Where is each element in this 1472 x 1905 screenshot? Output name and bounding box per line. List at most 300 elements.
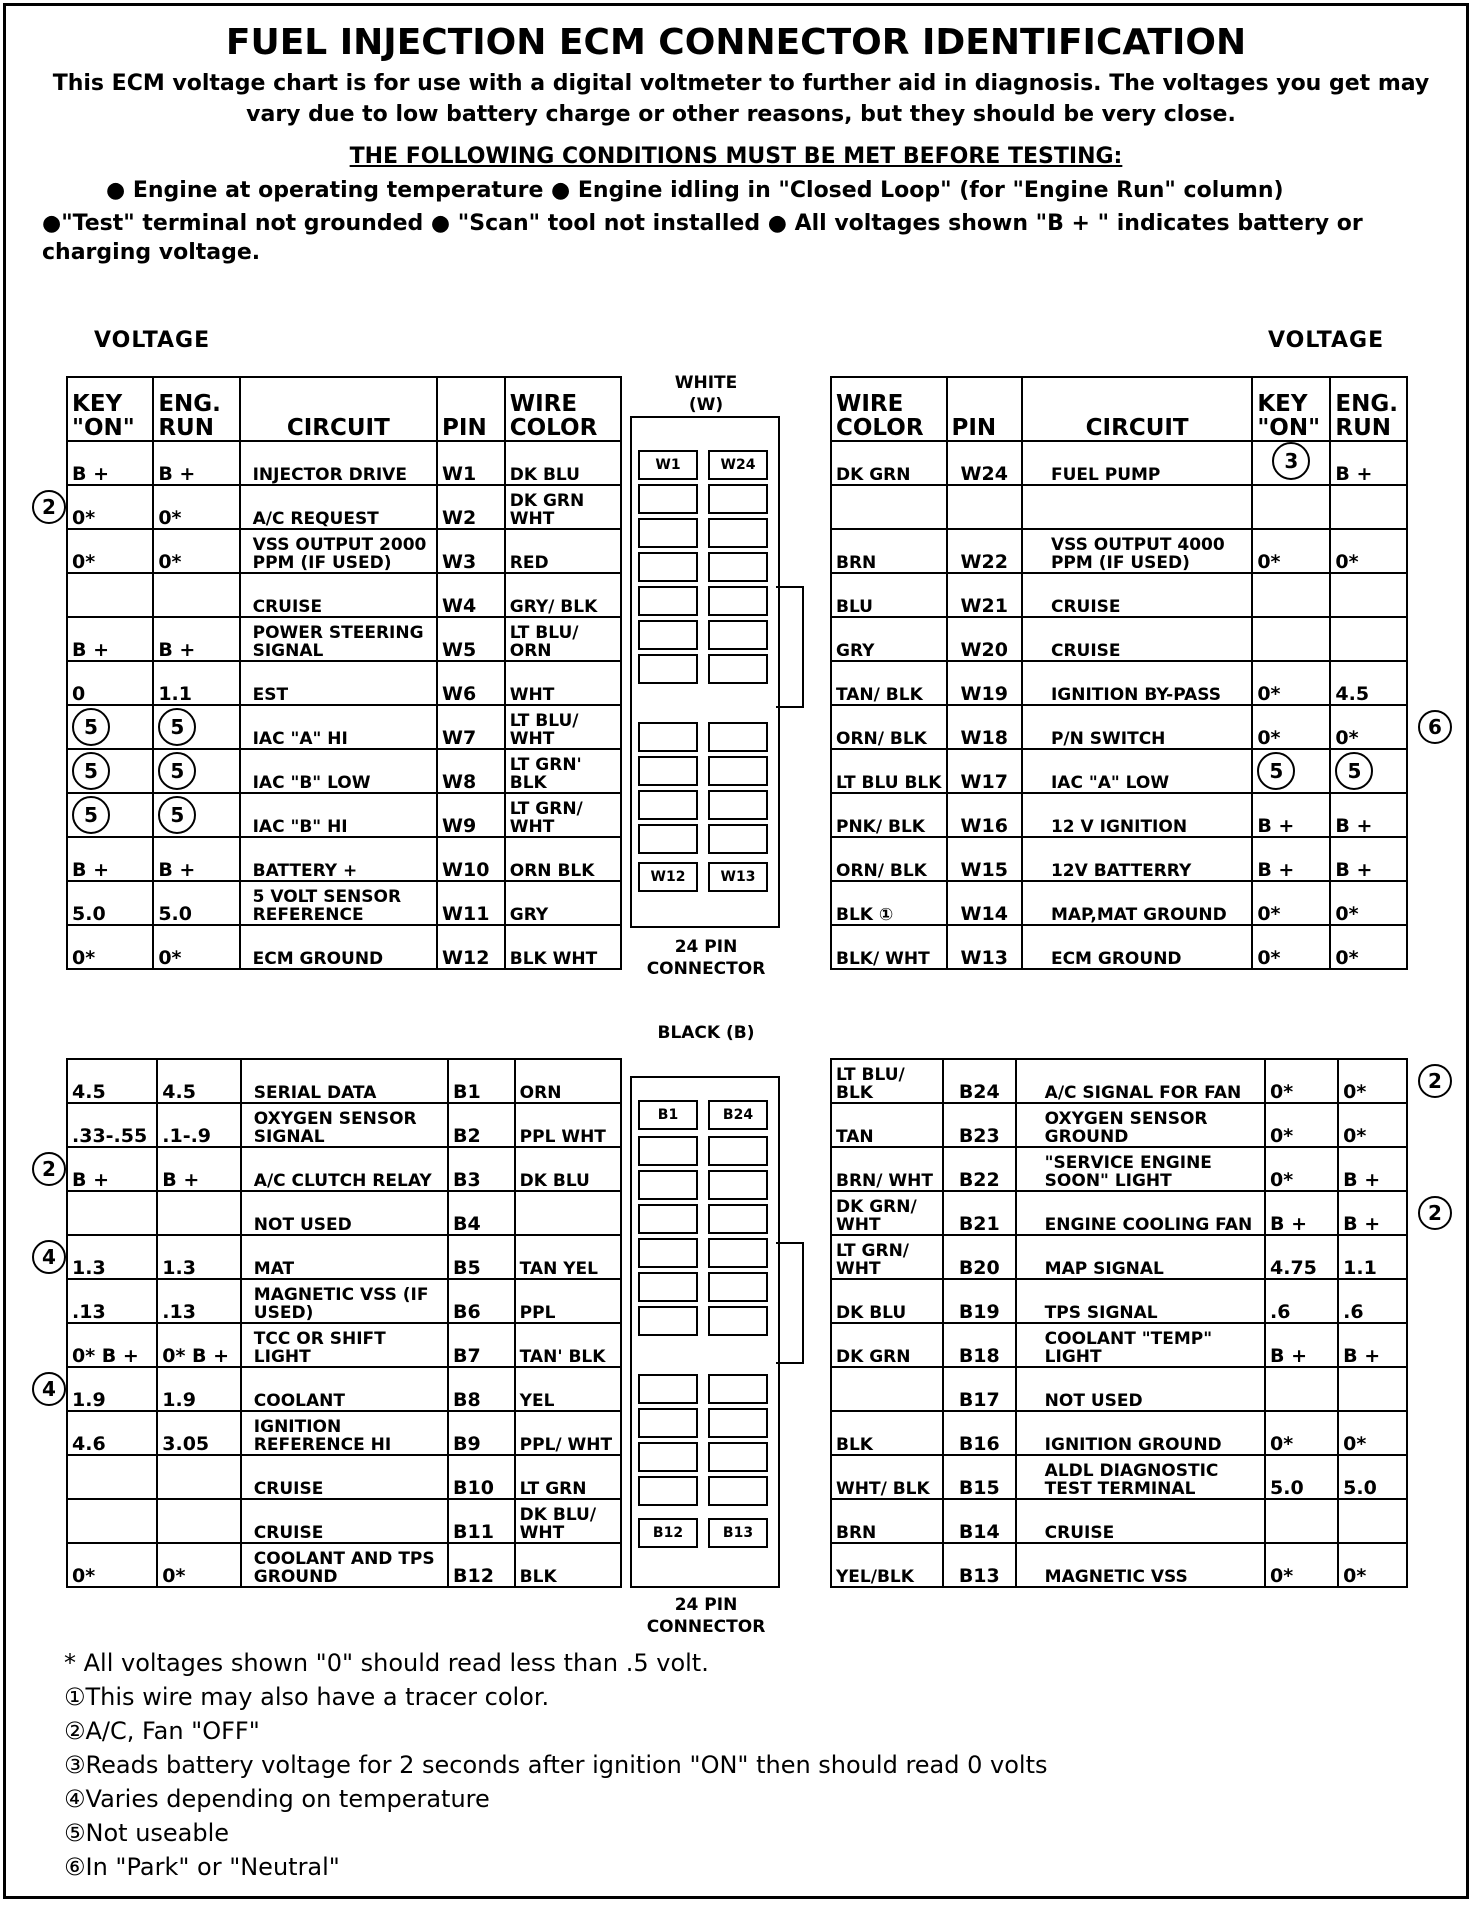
- circuit-name: ECM GROUND: [1022, 925, 1252, 969]
- pin-id: W3: [437, 529, 505, 573]
- pin-id: W12: [437, 925, 505, 969]
- eng-run-value: 5.0: [1338, 1455, 1407, 1499]
- pin-id: W11: [437, 881, 505, 925]
- pin-id: B9: [448, 1411, 515, 1455]
- eng-run-value: B +: [1330, 793, 1407, 837]
- wire-color: [831, 485, 947, 529]
- wire-color: TAN' BLK: [515, 1323, 621, 1367]
- key-on-value: B +: [1252, 837, 1330, 881]
- eng-run-value: 0*: [1338, 1543, 1407, 1587]
- eng-run-value: 1.1: [153, 661, 239, 705]
- circuit-name: VSS OUTPUT 4000 PPM (IF USED): [1022, 529, 1252, 573]
- circuit-name: "SERVICE ENGINE SOON" LIGHT: [1016, 1147, 1265, 1191]
- key-on-value: [67, 749, 153, 793]
- eng-run-value: 1.1: [1338, 1235, 1407, 1279]
- footnote: * All voltages shown "0" should read less than .5 volt.: [64, 1649, 709, 1677]
- wire-color: YEL: [515, 1367, 621, 1411]
- pin-cavity: [638, 654, 698, 684]
- wire-color: GRY: [831, 617, 947, 661]
- key-on-value: 4.5: [67, 1059, 157, 1103]
- circuit-name: COOLANT "TEMP" LIGHT: [1016, 1323, 1265, 1367]
- pin-cavity: [708, 1170, 768, 1200]
- circuit-name: OXYGEN SENSOR SIGNAL: [241, 1103, 448, 1147]
- eng-run-value: [153, 573, 239, 617]
- footnotes: [64, 1646, 1047, 1884]
- wire-color: TAN/ BLK: [831, 661, 947, 705]
- table-row: [67, 485, 621, 529]
- key-on-value: [67, 1191, 157, 1235]
- pin-id: W15: [947, 837, 1022, 881]
- circuit-name: BATTERY +: [240, 837, 437, 881]
- table-row: [67, 793, 621, 837]
- table-row: [67, 441, 621, 485]
- circuit-name: MAP,MAT GROUND: [1022, 881, 1252, 925]
- eng-run-value: 0*: [1338, 1411, 1407, 1455]
- wire-color: DK GRN: [831, 1323, 943, 1367]
- wire-color: LT BLU/ ORN: [505, 617, 621, 661]
- circled-note-5: 5: [72, 796, 110, 834]
- wire-color: BLK: [831, 1411, 943, 1455]
- wire-color: ORN: [515, 1059, 621, 1103]
- intro-text: This ECM voltage chart is for use with a digital voltmeter to further aid in diagnosis. The voltages you get may vary due to low battery charge or other reasons, but they should be very close.: [52, 71, 1430, 127]
- wire-color: PPL WHT: [515, 1103, 621, 1147]
- table-row: [831, 1323, 1407, 1367]
- header-wire-color: WIRE COLOR: [831, 377, 947, 441]
- conditions-line-2: ●"Test" terminal not grounded ● "Scan" tool not installed ● All voltages shown "B + " indicates battery or charging voltage.: [42, 211, 1363, 265]
- table-row: [67, 1499, 621, 1543]
- circuit-name: INJECTOR DRIVE: [240, 441, 437, 485]
- key-on-value: .13: [67, 1279, 157, 1323]
- white-connector-key: [776, 586, 804, 708]
- table-row: [67, 1543, 621, 1587]
- eng-run-value: B +: [1338, 1191, 1407, 1235]
- table-row: [831, 1543, 1407, 1587]
- pin-cavity: [708, 1374, 768, 1404]
- pin-id: B19: [943, 1279, 1016, 1323]
- pin-cavity: [638, 1306, 698, 1336]
- pin-id: W9: [437, 793, 505, 837]
- header-wire-color: WIRE COLOR: [505, 377, 621, 441]
- pin-id: B18: [943, 1323, 1016, 1367]
- pin-cavity: [708, 484, 768, 514]
- wire-color: ORN/ BLK: [831, 837, 947, 881]
- pin-id: W16: [947, 793, 1022, 837]
- eng-run-value: .6: [1338, 1279, 1407, 1323]
- key-on-value: 0*: [1252, 529, 1330, 573]
- circuit-name: FUEL PUMP: [1022, 441, 1252, 485]
- white-connector-caption: 24 PIN CONNECTOR: [646, 937, 766, 979]
- circuit-name: TPS SIGNAL: [1016, 1279, 1265, 1323]
- pin-id: B16: [943, 1411, 1016, 1455]
- wire-color: BRN: [831, 529, 947, 573]
- key-on-value: 0*: [1265, 1411, 1338, 1455]
- side-note-2: 2: [1418, 1064, 1452, 1098]
- pin-cavity: [708, 790, 768, 820]
- header-key-on: KEY "ON": [1252, 377, 1330, 441]
- key-on-value: 0*: [1252, 881, 1330, 925]
- circuit-name: MAP SIGNAL: [1016, 1235, 1265, 1279]
- key-on-value: 0*: [1265, 1103, 1338, 1147]
- pin-cavity: [708, 586, 768, 616]
- footnote: ④Varies depending on temperature: [64, 1785, 490, 1813]
- key-on-value: 0*: [67, 529, 153, 573]
- pin-cavity: [638, 1204, 698, 1234]
- eng-run-value: 1.3: [157, 1235, 241, 1279]
- circled-note-5: 5: [72, 752, 110, 790]
- pin-cavity: [708, 518, 768, 548]
- table-row: [67, 1367, 621, 1411]
- wire-color: BRN: [831, 1499, 943, 1543]
- pin-id: W22: [947, 529, 1022, 573]
- table-row: [67, 1235, 621, 1279]
- circuit-name: IAC "B" LOW: [240, 749, 437, 793]
- eng-run-value: [1330, 617, 1407, 661]
- table-row: [831, 881, 1407, 925]
- table-row: [67, 837, 621, 881]
- table-row: [831, 529, 1407, 573]
- key-on-value: [1252, 749, 1330, 793]
- white-connector-label: WHITE (W): [674, 373, 738, 415]
- wire-color: LT GRN/ WHT: [505, 793, 621, 837]
- pin-id: W6: [437, 661, 505, 705]
- footnote: ⑥In "Park" or "Neutral": [64, 1853, 340, 1881]
- circuit-name: MAT: [241, 1235, 448, 1279]
- pin-id: B3: [448, 1147, 515, 1191]
- footnote: ①This wire may also have a tracer color.: [64, 1683, 550, 1711]
- wire-color: [831, 1367, 943, 1411]
- side-note-4: 4: [32, 1240, 66, 1274]
- circuit-name: CRUISE: [1022, 573, 1252, 617]
- wire-color: LT BLU/ BLK: [831, 1059, 943, 1103]
- table-row: [831, 441, 1407, 485]
- pin-id: W5: [437, 617, 505, 661]
- table-row: [67, 881, 621, 925]
- eng-run-value: .13: [157, 1279, 241, 1323]
- pin-id: B2: [448, 1103, 515, 1147]
- header-pin: PIN: [947, 377, 1022, 441]
- header-circuit: CIRCUIT: [240, 377, 437, 441]
- circuit-name: IGNITION BY-PASS: [1022, 661, 1252, 705]
- circuit-name: IGNITION REFERENCE HI: [241, 1411, 448, 1455]
- eng-run-value: 0*: [1330, 925, 1407, 969]
- pin-cavity: [708, 1306, 768, 1336]
- wire-color: WHT/ BLK: [831, 1455, 943, 1499]
- pin-cavity: [708, 1476, 768, 1506]
- key-on-value: [1265, 1367, 1338, 1411]
- pin-id: W1: [437, 441, 505, 485]
- circuit-name: 12V BATTERRY: [1022, 837, 1252, 881]
- circled-note-5: 5: [158, 796, 196, 834]
- pin-id: W7: [437, 705, 505, 749]
- header-circuit: CIRCUIT: [1022, 377, 1252, 441]
- wire-color: DK GRN: [831, 441, 947, 485]
- key-on-value: 4.75: [1265, 1235, 1338, 1279]
- pin-cavity: [638, 1442, 698, 1472]
- key-on-value: 1.9: [67, 1367, 157, 1411]
- eng-run-value: [1330, 573, 1407, 617]
- eng-run-value: [1330, 749, 1407, 793]
- wire-color: GRY: [505, 881, 621, 925]
- key-on-value: 0*: [1252, 925, 1330, 969]
- eng-run-value: [153, 793, 239, 837]
- circled-note-3: 3: [1272, 442, 1310, 480]
- key-on-value: 4.6: [67, 1411, 157, 1455]
- eng-run-value: 0*: [153, 529, 239, 573]
- pin-cavity: [638, 756, 698, 786]
- key-on-value: 0* B +: [67, 1323, 157, 1367]
- conditions-heading: THE FOLLOWING CONDITIONS MUST BE MET BEFORE TESTING:: [349, 144, 1123, 169]
- circuit-name: VSS OUTPUT 2000 PPM (IF USED): [240, 529, 437, 573]
- pin-id: B12: [448, 1543, 515, 1587]
- circuit-name: IAC "B" HI: [240, 793, 437, 837]
- table-row: [67, 1411, 621, 1455]
- pin-id: W14: [947, 881, 1022, 925]
- table-row: [67, 1191, 621, 1235]
- key-on-value: .6: [1265, 1279, 1338, 1323]
- circuit-name: A/C REQUEST: [240, 485, 437, 529]
- voltage-label-right: VOLTAGE: [1268, 328, 1385, 353]
- pin-id: B4: [448, 1191, 515, 1235]
- circuit-name: MAGNETIC VSS (IF USED): [241, 1279, 448, 1323]
- circuit-name: ECM GROUND: [240, 925, 437, 969]
- key-on-value: [67, 1455, 157, 1499]
- eng-run-value: 1.9: [157, 1367, 241, 1411]
- white-right-table: [830, 376, 1408, 970]
- pin-id: B22: [943, 1147, 1016, 1191]
- table-row: [67, 1279, 621, 1323]
- table-row: [831, 1499, 1407, 1543]
- page-title: FUEL INJECTION ECM CONNECTOR IDENTIFICATION: [225, 22, 1247, 63]
- key-on-value: 1.3: [67, 1235, 157, 1279]
- circuit-name: COOLANT: [241, 1367, 448, 1411]
- eng-run-value: [157, 1191, 241, 1235]
- circuit-name: CRUISE: [241, 1499, 448, 1543]
- table-row: [831, 749, 1407, 793]
- circuit-name: ALDL DIAGNOSTIC TEST TERMINAL: [1016, 1455, 1265, 1499]
- pin-id: W20: [947, 617, 1022, 661]
- white-left-table: [66, 376, 622, 970]
- table-row: [831, 705, 1407, 749]
- table-row: [831, 661, 1407, 705]
- eng-run-value: B +: [157, 1147, 241, 1191]
- wire-color: PPL/ WHT: [515, 1411, 621, 1455]
- black-connector-caption: 24 PIN CONNECTOR: [646, 1595, 766, 1637]
- wire-color: DK GRN WHT: [505, 485, 621, 529]
- key-on-value: 5.0: [1265, 1455, 1338, 1499]
- pin-cavity: [638, 1238, 698, 1268]
- pin-cavity: [638, 586, 698, 616]
- pin-id: B8: [448, 1367, 515, 1411]
- pin-id: B6: [448, 1279, 515, 1323]
- pin-cavity: [708, 654, 768, 684]
- pin-cavity: [708, 552, 768, 582]
- circuit-name: TCC OR SHIFT LIGHT: [241, 1323, 448, 1367]
- pin-id: B21: [943, 1191, 1016, 1235]
- pin-cavity: [708, 1272, 768, 1302]
- table-row: [67, 705, 621, 749]
- eng-run-value: 5.0: [153, 881, 239, 925]
- side-note-4: 4: [32, 1372, 66, 1406]
- footnote: ③Reads battery voltage for 2 seconds after ignition "ON" then should read 0 volts: [64, 1751, 1048, 1779]
- wire-color: DK BLU: [505, 441, 621, 485]
- circuit-name: EST: [240, 661, 437, 705]
- circuit-name: CRUISE: [1022, 617, 1252, 661]
- pin-w24: W24: [708, 450, 768, 480]
- circuit-name: CRUISE: [241, 1455, 448, 1499]
- pin-id: B20: [943, 1235, 1016, 1279]
- pin-cavity: [638, 824, 698, 854]
- circuit-name: COOLANT AND TPS GROUND: [241, 1543, 448, 1587]
- circuit-name: IGNITION GROUND: [1016, 1411, 1265, 1455]
- pin-b1: B1: [638, 1100, 698, 1130]
- pin-id: W2: [437, 485, 505, 529]
- key-on-value: 0*: [1265, 1543, 1338, 1587]
- circled-note-5: 5: [1257, 752, 1295, 790]
- circled-note-5: 5: [158, 708, 196, 746]
- pin-id: B14: [943, 1499, 1016, 1543]
- eng-run-value: 0*: [1338, 1103, 1407, 1147]
- circuit-name: A/C SIGNAL FOR FAN: [1016, 1059, 1265, 1103]
- pin-id: B13: [943, 1543, 1016, 1587]
- pin-cavity: [638, 620, 698, 650]
- pin-id: W17: [947, 749, 1022, 793]
- eng-run-value: B +: [153, 441, 239, 485]
- eng-run-value: B +: [1338, 1147, 1407, 1191]
- circuit-name: P/N SWITCH: [1022, 705, 1252, 749]
- eng-run-value: 4.5: [1330, 661, 1407, 705]
- chart-page: [3, 3, 1469, 1899]
- wire-color: LT GRN' BLK: [505, 749, 621, 793]
- eng-run-value: B +: [153, 837, 239, 881]
- eng-run-value: 0*: [1330, 529, 1407, 573]
- eng-run-value: 0*: [1330, 705, 1407, 749]
- eng-run-value: 4.5: [157, 1059, 241, 1103]
- wire-color: TAN: [831, 1103, 943, 1147]
- wire-color: BLK: [515, 1543, 621, 1587]
- pin-cavity: [638, 790, 698, 820]
- pin-id: B7: [448, 1323, 515, 1367]
- pin-id: B5: [448, 1235, 515, 1279]
- side-note-2: 2: [32, 1152, 66, 1186]
- table-row: [831, 1059, 1407, 1103]
- table-row: [831, 1411, 1407, 1455]
- eng-run-value: [1338, 1367, 1407, 1411]
- pin-w12: W12: [638, 862, 698, 892]
- pin-b12: B12: [638, 1518, 698, 1548]
- key-on-value: B +: [1252, 793, 1330, 837]
- eng-run-value: [1338, 1499, 1407, 1543]
- pin-id: B10: [448, 1455, 515, 1499]
- voltage-label-left: VOLTAGE: [94, 328, 211, 353]
- table-row: [831, 793, 1407, 837]
- circuit-name: ENGINE COOLING FAN: [1016, 1191, 1265, 1235]
- table-row: [67, 617, 621, 661]
- pin-id: B17: [943, 1367, 1016, 1411]
- key-on-value: [67, 573, 153, 617]
- pin-cavity: [708, 1408, 768, 1438]
- wire-color: DK BLU/ WHT: [515, 1499, 621, 1543]
- key-on-value: 0: [67, 661, 153, 705]
- pin-id: B1: [448, 1059, 515, 1103]
- circled-note-5: 5: [158, 752, 196, 790]
- black-connector-key: [776, 1242, 804, 1364]
- table-row: [831, 1191, 1407, 1235]
- table-row: [831, 837, 1407, 881]
- eng-run-value: 0*: [157, 1543, 241, 1587]
- eng-run-value: B +: [153, 617, 239, 661]
- eng-run-value: 0*: [153, 925, 239, 969]
- header-eng-run: ENG. RUN: [1330, 377, 1407, 441]
- key-on-value: [1252, 485, 1330, 529]
- key-on-value: 0*: [1265, 1059, 1338, 1103]
- key-on-value: 0*: [1265, 1147, 1338, 1191]
- eng-run-value: [157, 1499, 241, 1543]
- key-on-value: 5.0: [67, 881, 153, 925]
- pin-cavity: [638, 1374, 698, 1404]
- eng-run-value: 0*: [153, 485, 239, 529]
- eng-run-value: [153, 705, 239, 749]
- table-row: [831, 1455, 1407, 1499]
- wire-color: BRN/ WHT: [831, 1147, 943, 1191]
- header-row: [831, 377, 1407, 441]
- circuit-name: IAC "A" LOW: [1022, 749, 1252, 793]
- wire-color: RED: [505, 529, 621, 573]
- pin-id: B15: [943, 1455, 1016, 1499]
- wire-color: LT GRN: [515, 1455, 621, 1499]
- wire-color: [515, 1191, 621, 1235]
- circuit-name: CRUISE: [1016, 1499, 1265, 1543]
- pin-cavity: [708, 1204, 768, 1234]
- wire-color: LT BLU BLK: [831, 749, 947, 793]
- key-on-value: 0*: [1252, 705, 1330, 749]
- pin-id: W18: [947, 705, 1022, 749]
- wire-color: ORN/ BLK: [831, 705, 947, 749]
- circuit-name: NOT USED: [1016, 1367, 1265, 1411]
- pin-cavity: [708, 756, 768, 786]
- pin-cavity: [708, 620, 768, 650]
- key-on-value: B +: [67, 617, 153, 661]
- circled-note-5: 5: [1335, 752, 1373, 790]
- key-on-value: B +: [1265, 1323, 1338, 1367]
- pin-b24: B24: [708, 1100, 768, 1130]
- conditions-line-1: ● Engine at operating temperature ● Engine idling in "Closed Loop" (for "Engine Run" column): [106, 178, 1284, 203]
- eng-run-value: 0* B +: [157, 1323, 241, 1367]
- pin-cavity: [638, 1272, 698, 1302]
- table-row: [831, 573, 1407, 617]
- eng-run-value: B +: [1330, 441, 1407, 485]
- wire-color: BLK WHT: [505, 925, 621, 969]
- table-row: [67, 529, 621, 573]
- eng-run-value: [1330, 485, 1407, 529]
- eng-run-value: [153, 749, 239, 793]
- pin-id: W13: [947, 925, 1022, 969]
- black-right-table: [830, 1058, 1408, 1588]
- pin-cavity: [708, 1136, 768, 1166]
- pin-cavity: [708, 1442, 768, 1472]
- pin-id: [947, 485, 1022, 529]
- circled-note-5: 5: [72, 708, 110, 746]
- wire-color: LT BLU/ WHT: [505, 705, 621, 749]
- header-row: [67, 377, 621, 441]
- key-on-value: 0*: [67, 1543, 157, 1587]
- table-row: [67, 1059, 621, 1103]
- pin-id: B24: [943, 1059, 1016, 1103]
- pin-cavity: [638, 1136, 698, 1166]
- circuit-name: 5 VOLT SENSOR REFERENCE: [240, 881, 437, 925]
- pin-id: B11: [448, 1499, 515, 1543]
- table-row: [67, 1147, 621, 1191]
- wire-color: BLU: [831, 573, 947, 617]
